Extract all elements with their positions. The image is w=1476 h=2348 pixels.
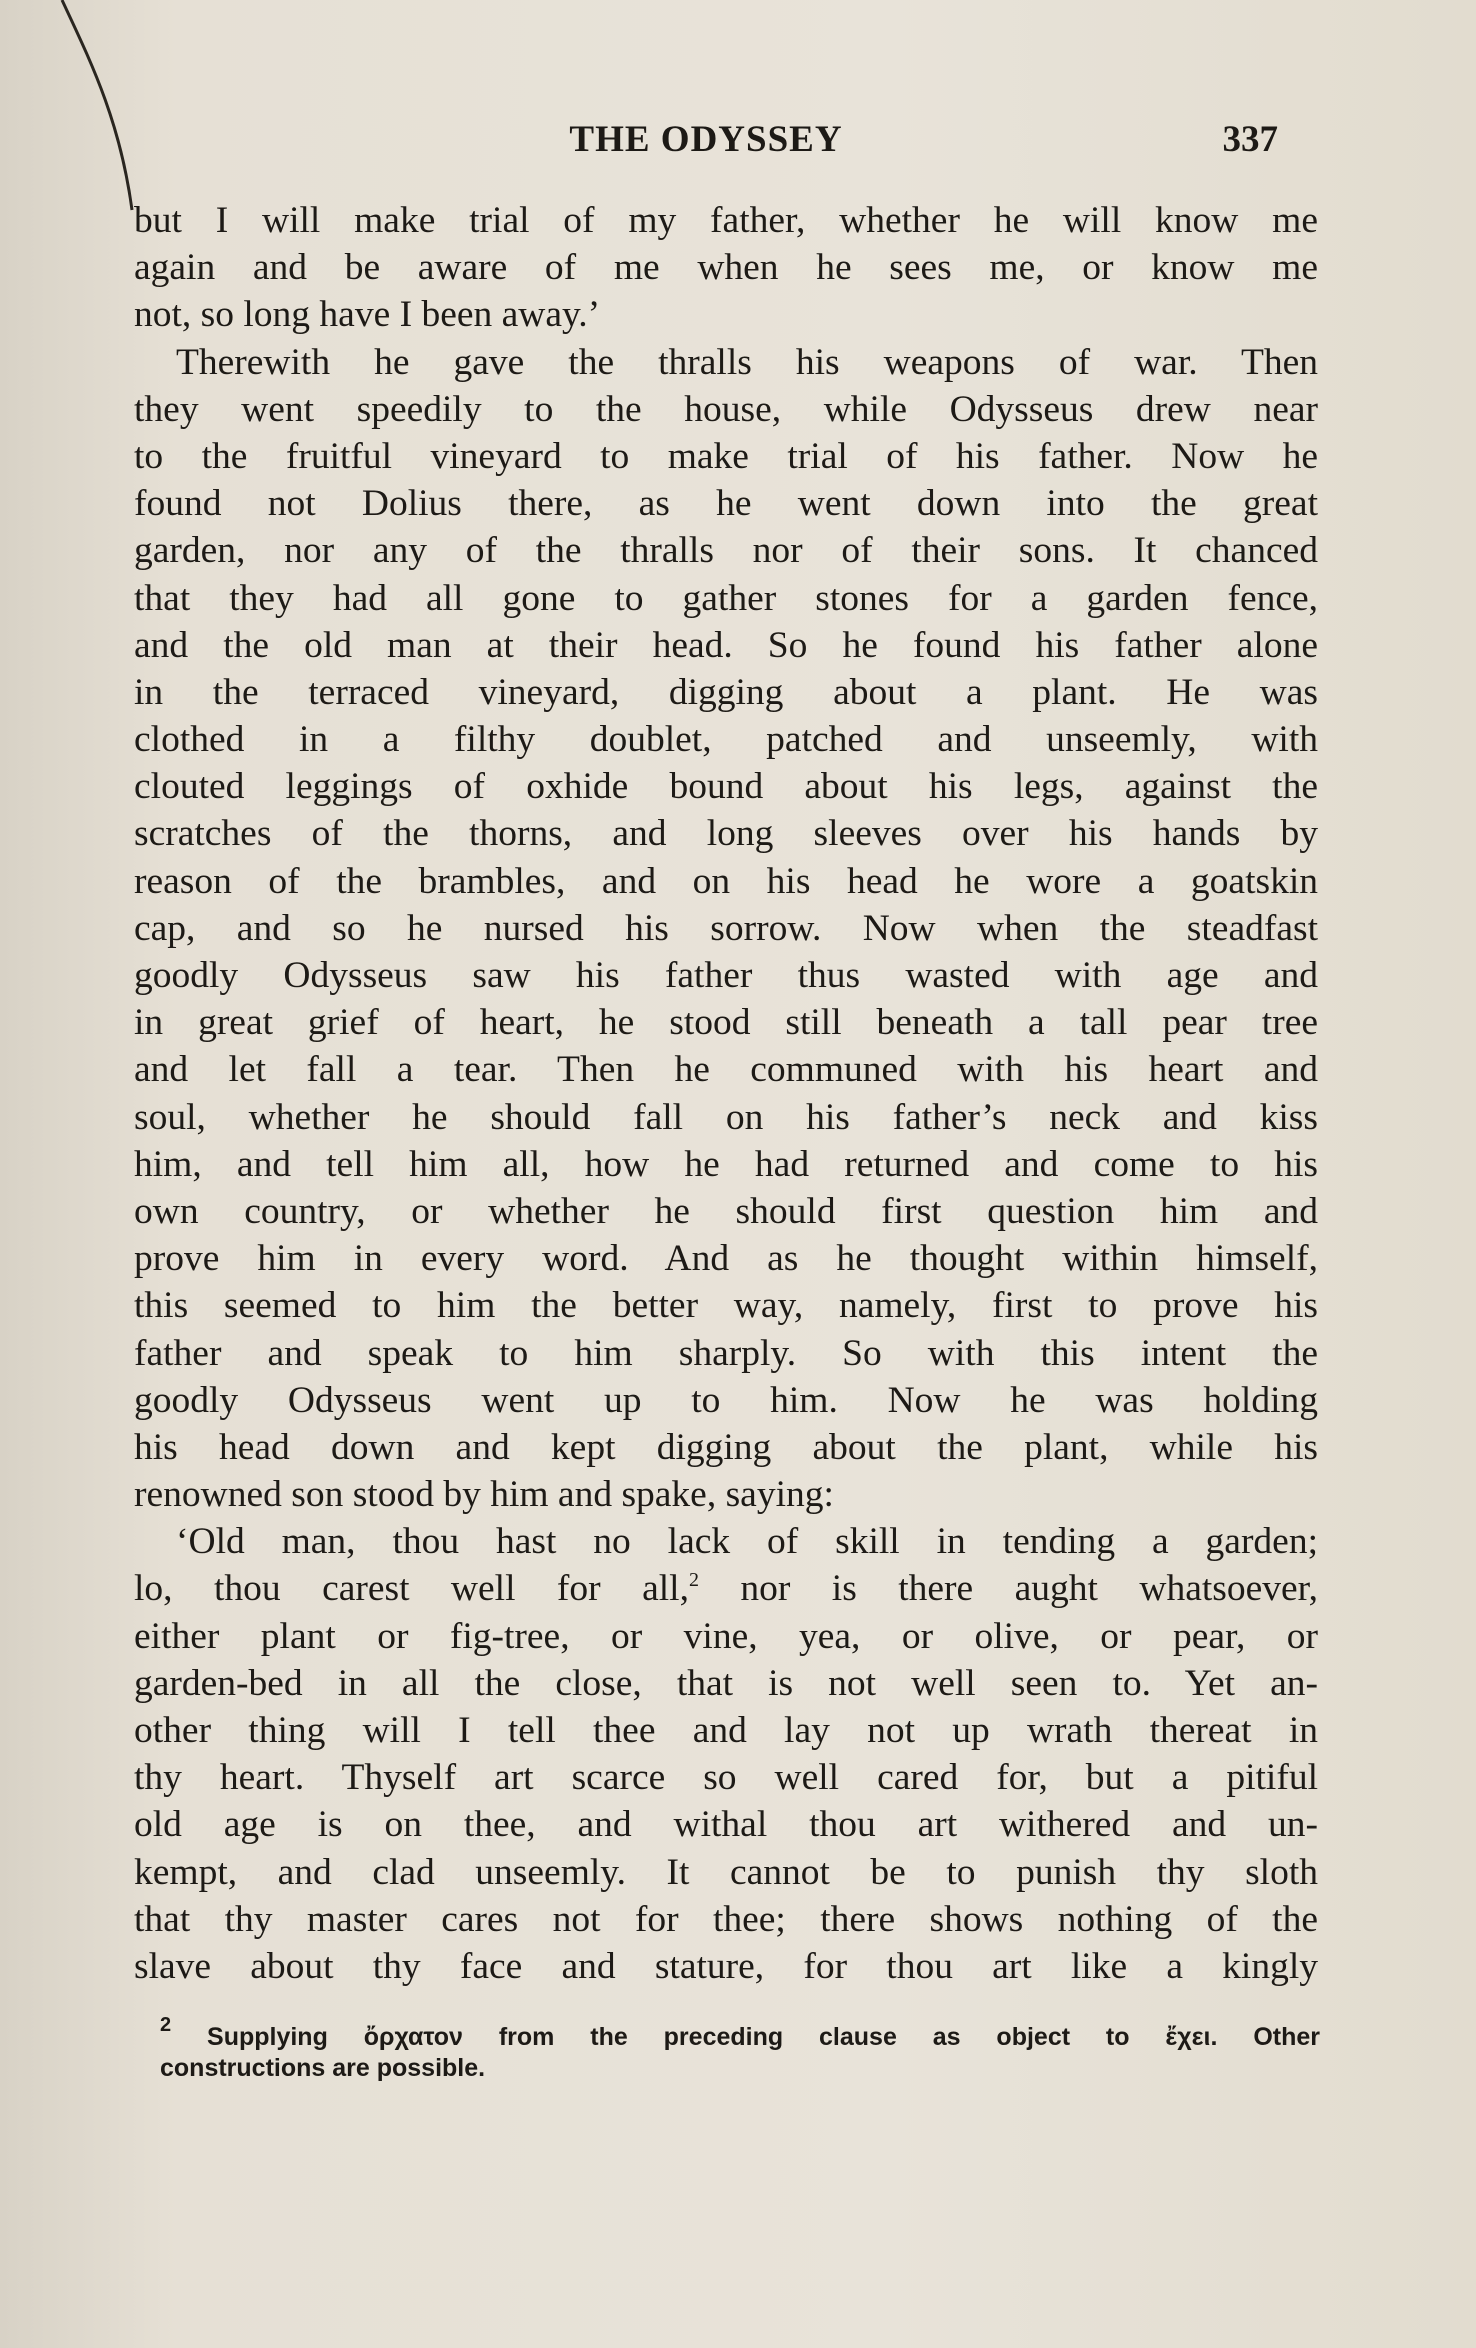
footnote-text: Supplying ὄρχατον from the preceding clause as object to ἔχει. Other: [207, 2023, 1320, 2051]
text-line: goodly Odysseus went up to him. Now he was holding: [134, 1379, 1318, 1421]
text-line: prove him in every word. And as he thought within himself,: [134, 1238, 1318, 1280]
text-line: renowned son stood by him and spake, saying:: [134, 1474, 834, 1516]
footnote-line: constructions are possible.: [160, 2054, 486, 2082]
text-line: that thy master cares not for thee; there shows nothing of the: [134, 1898, 1318, 1940]
text-line: goodly Odysseus saw his father thus wasted with age and: [134, 955, 1318, 996]
running-head: [134, 118, 1278, 168]
text-line: scratches of the thorns, and long sleeves over his hands by: [134, 813, 1318, 855]
text-line: old age is on thee, and withal thou art withered and un-: [134, 1804, 1318, 1846]
text-line: clothed in a filthy doublet, patched and unseemly, with: [134, 719, 1318, 761]
body-text: [134, 197, 1318, 1990]
text-line: found not Dolius there, as he went down into the great: [134, 483, 1318, 525]
text-line: cap, and so he nursed his sorrow. Now when the steadfast: [134, 907, 1318, 949]
text-line: reason of the brambles, and on his head he wore a goatskin: [134, 860, 1318, 902]
footnote-line: [160, 2014, 1320, 2053]
text-line: and the old man at their head. So he found his father alone: [134, 624, 1318, 666]
text-line: soul, whether he should fall on his father’s neck and kiss: [134, 1096, 1318, 1138]
footnote-marker: 2: [160, 2014, 172, 2036]
text-line: this seemed to him the better way, namely, first to prove his: [134, 1285, 1318, 1327]
text-line: in the terraced vineyard, digging about a plant. He was: [134, 671, 1318, 713]
text-line: other thing will I tell thee and lay not up wrath thereat in: [134, 1710, 1318, 1751]
text-line: garden-bed in all the close, that is not well seen to. Yet an-: [134, 1662, 1318, 1704]
text-line: own country, or whether he should first question him and: [134, 1190, 1318, 1232]
text-line: slave about thy face and stature, for thou art like a kingly: [134, 1945, 1318, 1987]
text-line: that they had all gone to gather stones for a garden fence,: [134, 577, 1318, 619]
text-line: father and speak to him sharply. So with this intent the: [134, 1332, 1318, 1374]
text-line: they went speedily to the house, while Odysseus drew near: [134, 388, 1318, 430]
text-line: clouted leggings of oxhide bound about his legs, against the: [134, 766, 1318, 808]
text-line: [134, 1565, 1318, 1612]
text-line: either plant or fig-tree, or vine, yea, or olive, or pear, or: [134, 1615, 1318, 1657]
text-fragment: nor is there aught whatsoever,: [698, 1568, 1318, 1610]
text-fragment: lo, thou carest well for all,: [134, 1568, 689, 1610]
text-line: and let fall a tear. Then he communed with his heart and: [134, 1049, 1318, 1091]
text-line: Therewith he gave the thralls his weapons of war. Then: [176, 341, 1318, 383]
text-line: but I will make trial of my father, whether he will know me: [134, 200, 1318, 241]
text-line: thy heart. Thyself art scarce so well cared for, but a pitiful: [134, 1757, 1318, 1799]
text-line: garden, nor any of the thralls nor of their sons. It chanced: [134, 530, 1318, 572]
text-line: his head down and kept digging about the plant, while his: [134, 1426, 1318, 1468]
text-line: him, and tell him all, how he had returned and come to his: [134, 1143, 1318, 1185]
text-line: to the fruitful vineyard to make trial of his father. Now he: [134, 435, 1318, 477]
text-line: ‘Old man, thou hast no lack of skill in tending a garden;: [176, 1521, 1318, 1563]
running-title: THE ODYSSEY: [569, 119, 843, 160]
page-number: 337: [1222, 119, 1278, 160]
text-line: again and be aware of me when he sees me, or know me: [134, 247, 1318, 289]
text-line: kempt, and clad unseemly. It cannot be to punish thy sloth: [134, 1851, 1318, 1893]
text-line: not, so long have I been away.’: [134, 294, 601, 336]
text-line: in great grief of heart, he stood still beneath a tall pear tree: [134, 1002, 1318, 1044]
footnote-reference: 2: [688, 1569, 699, 1592]
footnote: [160, 2014, 1320, 2084]
